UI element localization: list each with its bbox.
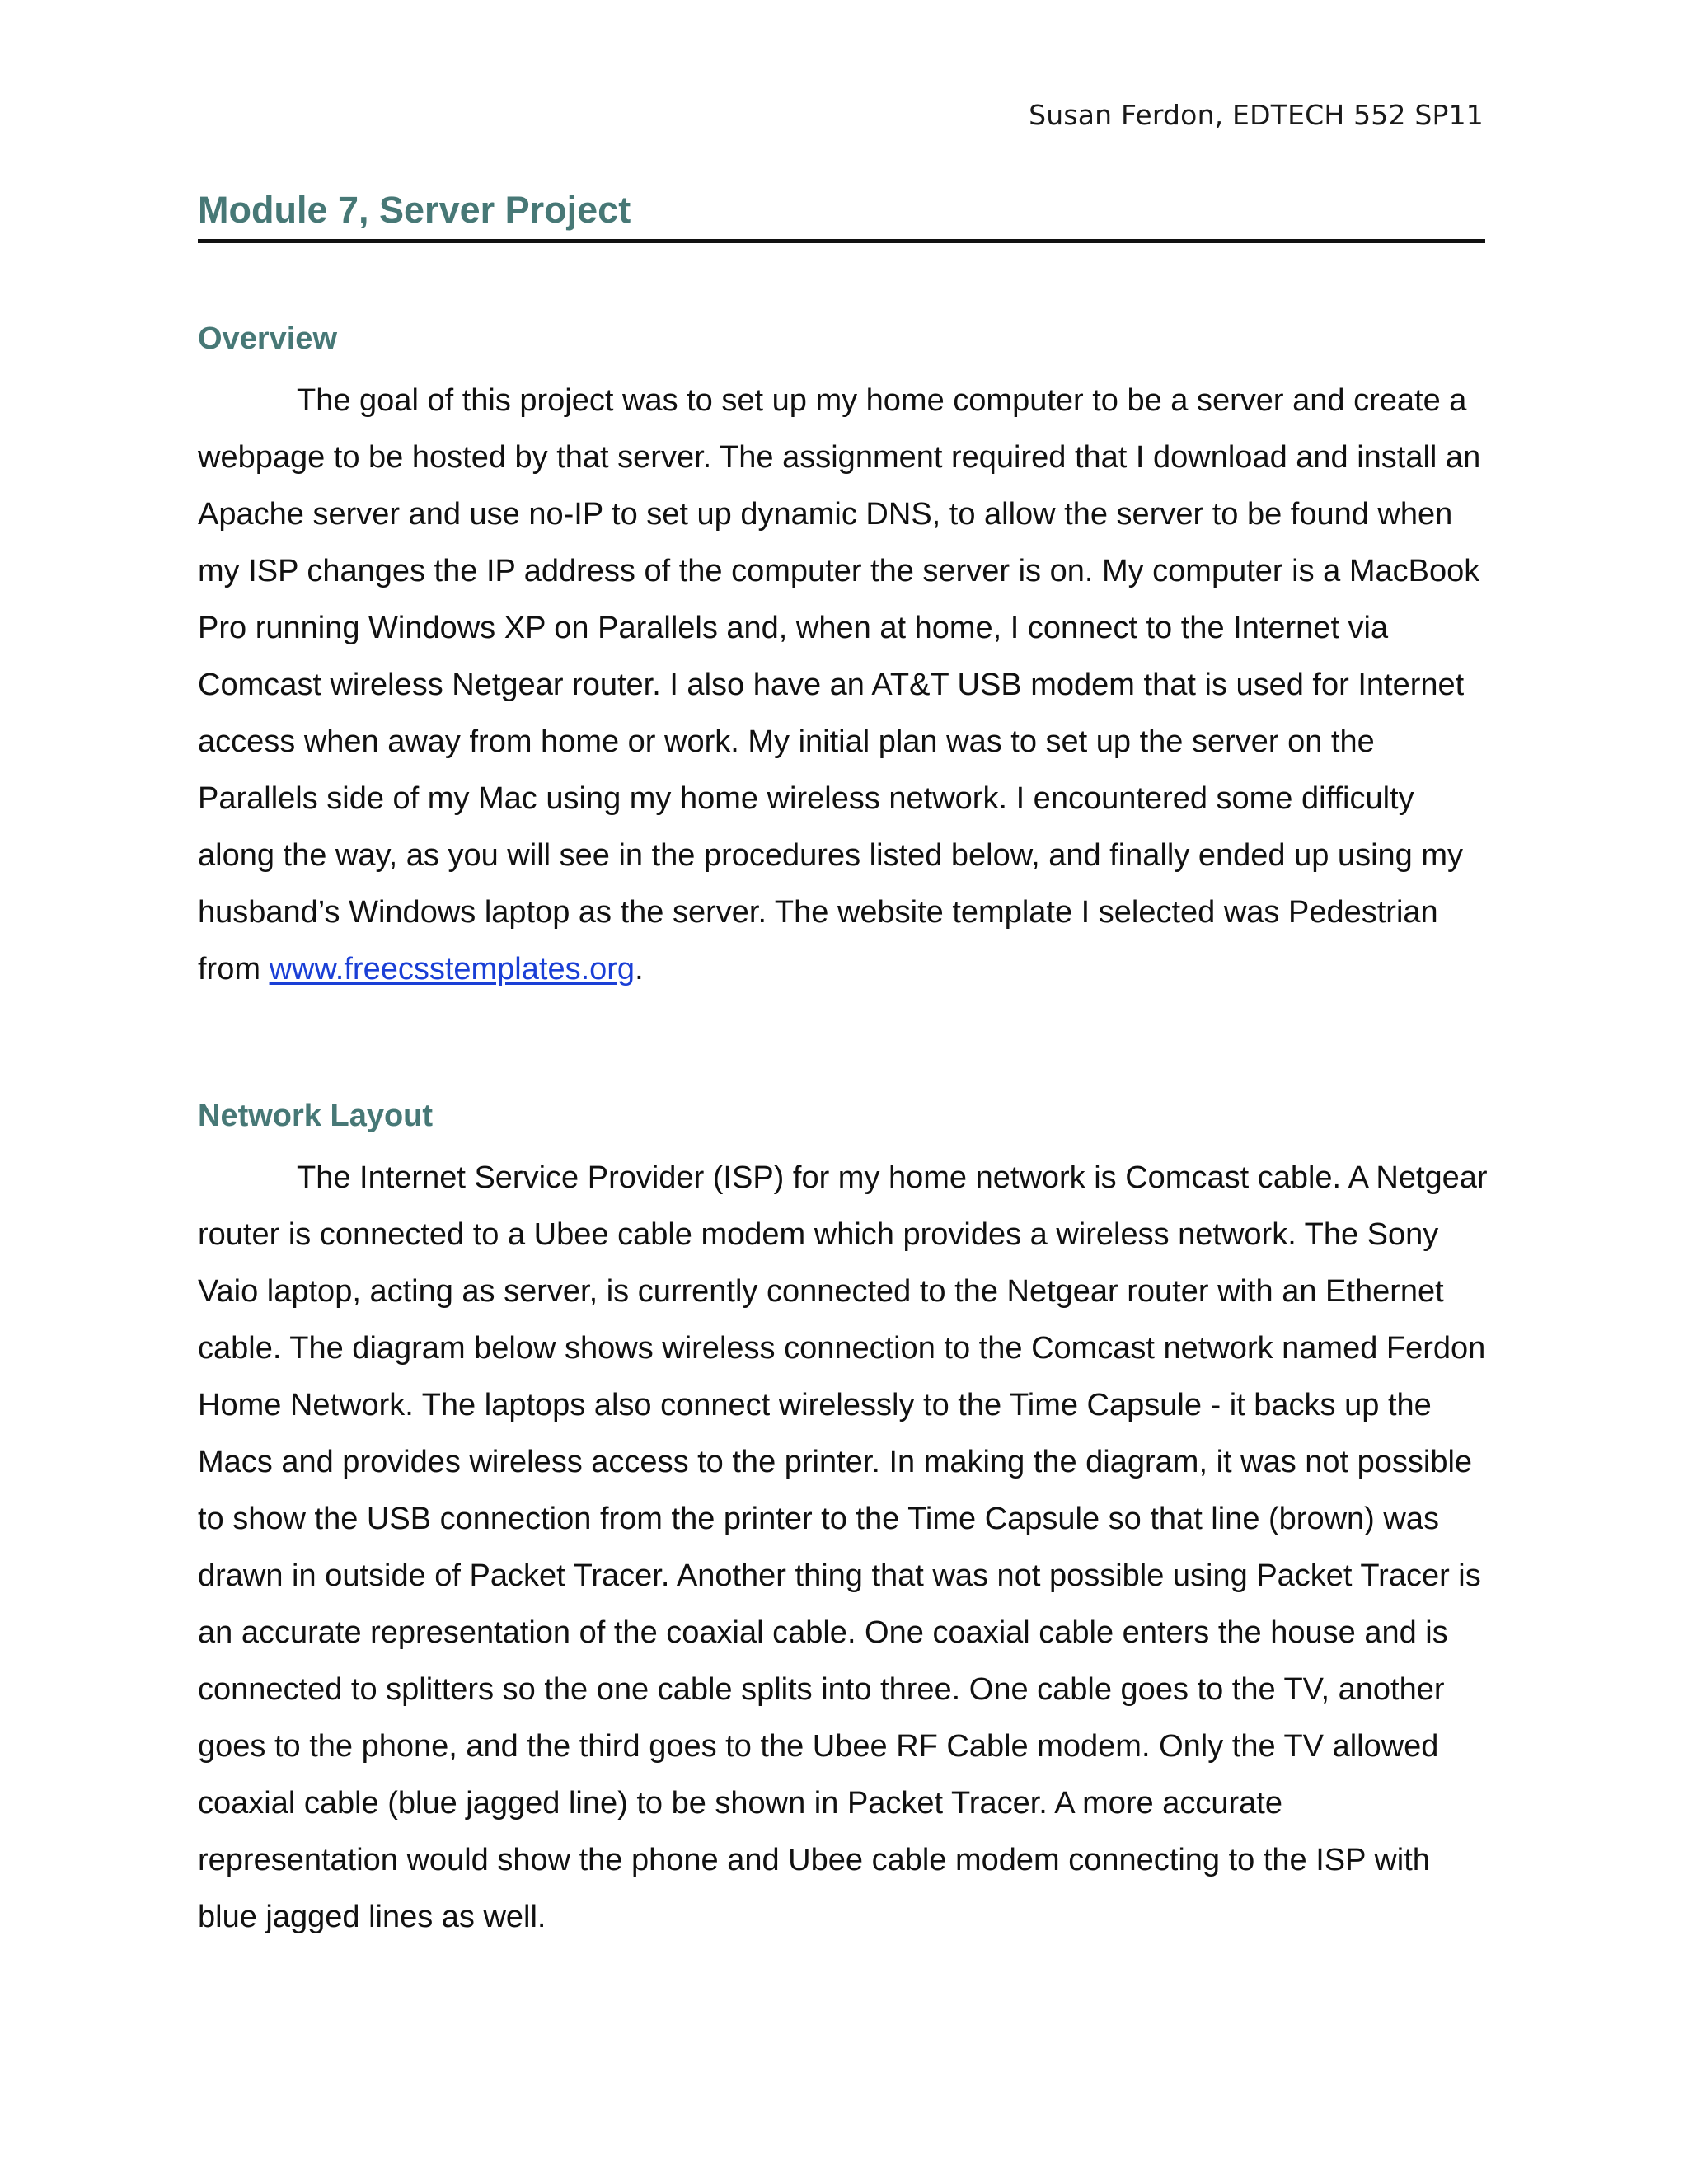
section-heading-overview: Overview [198, 321, 337, 356]
section-overview [198, 315, 1488, 998]
network-layout-paragraph: The Internet Service Provider (ISP) for my home network is Comcast cable. A Netgear router is connected to a Ubee cable modem which provides a wireless network. The Sony Vaio laptop, acting as server, is currently connected to the Netgear router with an Ethernet cable. The diagram below shows wireless connection to the Comcast network named Ferdon Home Network. The laptops also connect wirelessly to the Time Capsule - it backs up the Macs and provides wireless access to the printer. In making the diagram, it was not possible to show the USB connection from the printer to the Time Capsule so that line (brown) was drawn in outside of Packet Tracer. Another thing that was not possible using Packet Tracer is an accurate representation of the coaxial cable. One coaxial cable enters the house and is connected to splitters so the one cable splits into three. One cable goes to the TV, another goes to the phone, and the third goes to the Ubee RF Cable modem. Only the TV allowed coaxial cable (blue jagged line) to be shown in Packet Tracer. A more accurate representation would show the phone and Ubee cable modem connecting to the ISP with blue jagged lines as well. [198, 1160, 1488, 1934]
template-site-link[interactable]: www.freecsstemplates.org [269, 952, 635, 987]
overview-trailing-text: . [635, 952, 644, 987]
section-network-layout [198, 1092, 1488, 1946]
running-header: Susan Ferdon, EDTECH 552 SP11 [1029, 99, 1484, 131]
page-title: Module 7, Server Project [198, 189, 631, 231]
overview-paragraph [198, 373, 1488, 998]
overview-body-text: The goal of this project was to set up my home computer to be a server and create a webpage to be hosted by that server. The assignment required that I download and install an Apache server and use no-IP to set up dynamic DNS, to allow the server to be found when my ISP changes the IP address of the computer the server is on. My computer is a MacBook Pro running Windows XP on Parallels and, when at home, I connect to the Internet via Comcast wireless Netgear router. I also have an AT&T USB modem that is used for Internet access when away from home or work. My initial plan was to set up the server on the Parallels side of my Mac using my home wireless network. I encountered some difficulty along the way, as you will see in the procedures listed below, and finally ended up using my husband’s Windows laptop as the server. The website template I selected was Pedestrian from [198, 383, 1481, 987]
title-block [198, 183, 1485, 243]
section-heading-network-layout: Network Layout [198, 1099, 434, 1133]
